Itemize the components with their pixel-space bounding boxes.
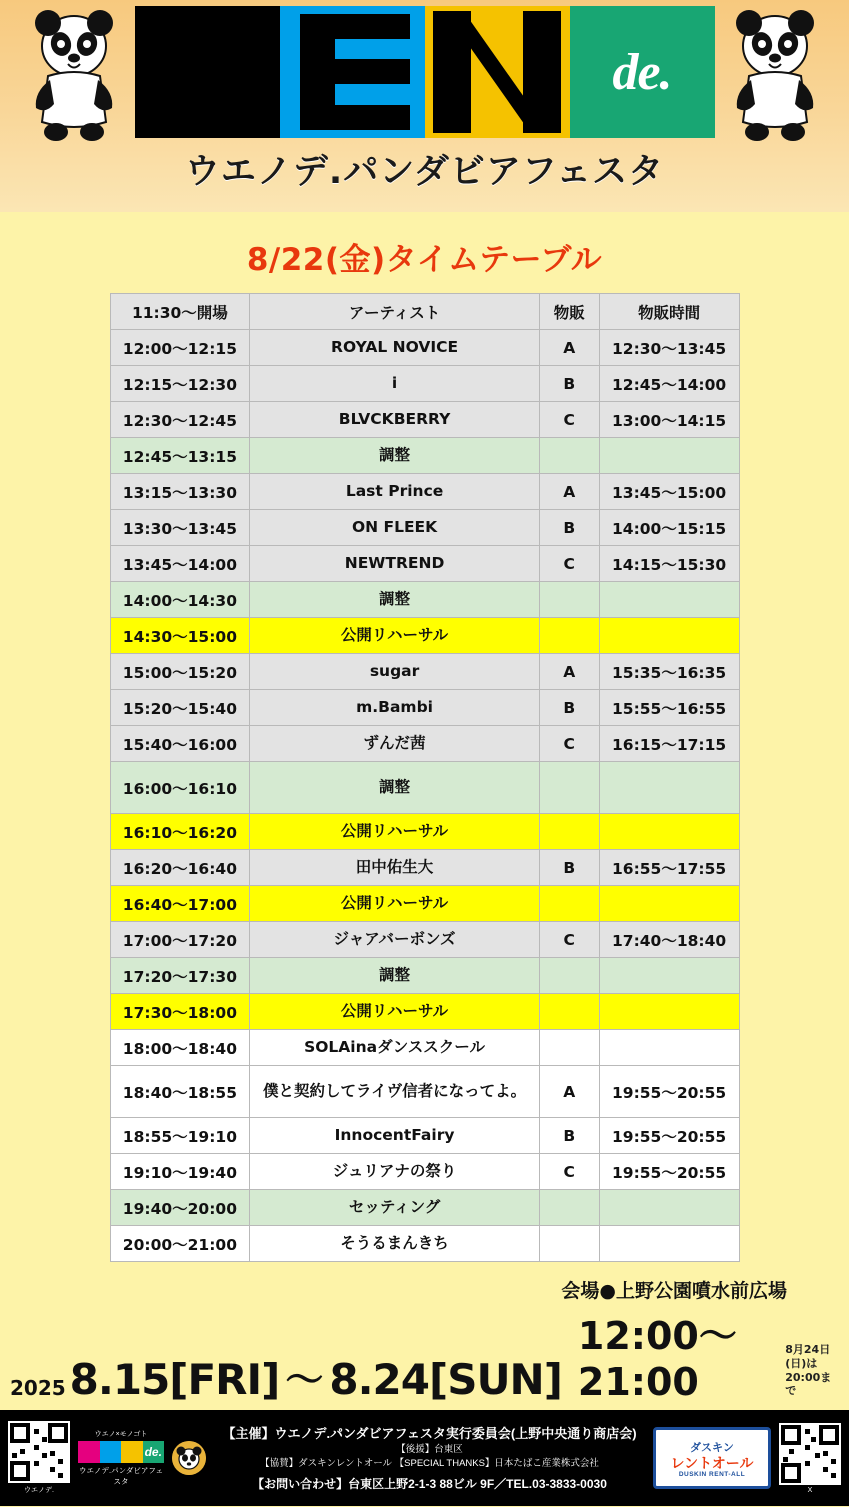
event-subtitle: ウエノデ.パンダビアフェスタ (184, 152, 665, 192)
cell-time: 12:15〜12:30 (110, 366, 250, 402)
panda-mascot-right-icon (715, 10, 835, 150)
table-row (110, 886, 739, 922)
footer-line-1: 【主催】ウエノデ.パンダビアフェスタ実行委員会(上野中央通り商店会) (222, 1425, 637, 1441)
cell-goods: C (539, 546, 599, 582)
date-hours: 12:00〜21:00 (577, 1314, 737, 1404)
cell-goods: C (539, 402, 599, 438)
cell-goods (539, 958, 599, 994)
sponsor-line-1: ダスキン (690, 1441, 734, 1454)
cell-goods (539, 618, 599, 654)
cell-artist: Last Prince (250, 474, 540, 510)
sponsor-line-2: レントオール (670, 1454, 754, 1471)
qr-right-caption: X (807, 1486, 813, 1494)
date-separator: 〜 (285, 1358, 324, 1402)
table-row (110, 510, 739, 546)
sponsor-line-3: DUSKIN RENT-ALL (678, 1470, 746, 1478)
cell-time: 16:10〜16:20 (110, 814, 250, 850)
cell-goods-time (599, 814, 739, 850)
date-note-line1: 8月24日(日)は (785, 1343, 831, 1370)
poster-footer (0, 1410, 849, 1506)
cell-time: 14:00〜14:30 (110, 582, 250, 618)
cell-goods: C (539, 922, 599, 958)
mini-logo-top-text: ウエノ×モノゴト (94, 1431, 148, 1438)
cell-goods-time (599, 762, 739, 814)
cell-time: 17:20〜17:30 (110, 958, 250, 994)
cell-artist: 公開リハーサル (250, 814, 540, 850)
footer-mini-logo (78, 1429, 164, 1487)
cell-goods (539, 1030, 599, 1066)
table-row (110, 618, 739, 654)
table-row (110, 330, 739, 366)
cell-goods (539, 1226, 599, 1262)
footer-line-4: 【お問い合わせ】台東区上野2-1-3 88ビル 9F／TEL.03-3833-0030 (252, 1476, 607, 1491)
qr-right-block[interactable] (779, 1423, 841, 1494)
footer-credits (214, 1424, 645, 1493)
cell-goods-time: 14:15〜15:30 (599, 546, 739, 582)
date-note (785, 1343, 839, 1404)
cell-artist: ROYAL NOVICE (250, 330, 540, 366)
table-row (110, 1118, 739, 1154)
cell-goods (539, 438, 599, 474)
cell-goods (539, 582, 599, 618)
header-time: 11:30〜開場 (110, 294, 250, 330)
cell-time: 14:30〜15:00 (110, 618, 250, 654)
cell-goods: B (539, 690, 599, 726)
cell-artist: SOLAinaダンススクール (250, 1030, 540, 1066)
cell-artist: セッティング (250, 1190, 540, 1226)
cell-goods: C (539, 1154, 599, 1190)
cell-goods: B (539, 366, 599, 402)
table-row (110, 1154, 739, 1190)
page-title: 8/22(金)タイムテーブル (246, 242, 603, 278)
table-row (110, 1190, 739, 1226)
cell-goods (539, 1190, 599, 1226)
cell-artist: ON FLEEK (250, 510, 540, 546)
table-row (110, 474, 739, 510)
logo-letter-de (570, 6, 715, 138)
table-header-row (110, 294, 739, 330)
qr-left-block[interactable] (8, 1421, 70, 1495)
cell-artist: 調整 (250, 762, 540, 814)
cell-goods-time (599, 618, 739, 654)
poster-header (0, 0, 849, 212)
qr-code-right-icon[interactable] (779, 1423, 841, 1485)
table-row (110, 546, 739, 582)
event-logo (135, 6, 715, 194)
cell-goods: B (539, 850, 599, 886)
footer-line-3: 【協賛】ダスキンレントオール 【SPECIAL THANKS】日本たばこ産業株式会社 (260, 1458, 599, 1470)
mini-logo-bottom-text: ウエノデ.パンダビアフェスタ (79, 1466, 163, 1486)
sponsor-duskin-logo (653, 1427, 771, 1489)
cell-goods-time: 16:15〜17:15 (599, 726, 739, 762)
cell-time: 13:45〜14:00 (110, 546, 250, 582)
timetable (110, 293, 740, 1262)
cell-goods-time: 19:55〜20:55 (599, 1118, 739, 1154)
cell-artist: 調整 (250, 582, 540, 618)
table-row (110, 402, 739, 438)
table-row (110, 958, 739, 994)
header-artist: アーティスト (250, 294, 540, 330)
table-row (110, 1066, 739, 1118)
qr-left-caption: ウエノデ. (24, 1487, 54, 1494)
table-row (110, 814, 739, 850)
cell-artist: 公開リハーサル (250, 886, 540, 922)
cell-goods-time (599, 438, 739, 474)
cell-goods: A (539, 654, 599, 690)
cell-artist: ジュリアナの祭り (250, 1154, 540, 1190)
venue-text: 会場●上野公園噴水前広場 (561, 1280, 787, 1302)
table-row (110, 1030, 739, 1066)
table-row (110, 994, 739, 1030)
cell-goods: A (539, 330, 599, 366)
cell-goods (539, 814, 599, 850)
cell-goods-time: 19:55〜20:55 (599, 1066, 739, 1118)
cell-artist: NEWTREND (250, 546, 540, 582)
cell-goods-time: 15:35〜16:35 (599, 654, 739, 690)
cell-artist: ずんだ茜 (250, 726, 540, 762)
cell-goods: A (539, 1066, 599, 1118)
cell-goods (539, 994, 599, 1030)
cell-artist: ジャアバーボンズ (250, 922, 540, 958)
cell-goods (539, 886, 599, 922)
cell-time: 15:40〜16:00 (110, 726, 250, 762)
cell-artist: sugar (250, 654, 540, 690)
cell-time: 12:30〜12:45 (110, 402, 250, 438)
cell-time: 12:45〜13:15 (110, 438, 250, 474)
cell-goods-time (599, 1030, 739, 1066)
date-start: 8.15[FRI] (69, 1355, 280, 1404)
cell-goods: B (539, 1118, 599, 1154)
cell-time: 17:30〜18:00 (110, 994, 250, 1030)
cell-goods: A (539, 474, 599, 510)
table-row (110, 654, 739, 690)
cell-artist: そうるまんきち (250, 1226, 540, 1262)
mini-logo-e (100, 1441, 122, 1463)
cell-artist: 田中佑生大 (250, 850, 540, 886)
date-end: 8.24[SUN] (329, 1355, 562, 1404)
table-row (110, 726, 739, 762)
cell-goods-time (599, 1226, 739, 1262)
mini-logo-n (121, 1441, 143, 1463)
cell-time: 18:40〜18:55 (110, 1066, 250, 1118)
cell-artist: 公開リハーサル (250, 618, 540, 654)
cell-time: 20:00〜21:00 (110, 1226, 250, 1262)
table-row (110, 1226, 739, 1262)
cell-time: 16:00〜16:10 (110, 762, 250, 814)
cell-artist: i (250, 366, 540, 402)
cell-goods: B (539, 510, 599, 546)
cell-time: 13:15〜13:30 (110, 474, 250, 510)
header-goods: 物販 (539, 294, 599, 330)
table-row (110, 438, 739, 474)
cell-time: 17:00〜17:20 (110, 922, 250, 958)
date-year: 2025 (10, 1376, 66, 1400)
table-row (110, 762, 739, 814)
cell-time: 19:40〜20:00 (110, 1190, 250, 1226)
table-row (110, 582, 739, 618)
cell-goods: C (539, 726, 599, 762)
logo-letter-e (280, 6, 425, 138)
cell-time: 16:20〜16:40 (110, 850, 250, 886)
cell-goods-time: 17:40〜18:40 (599, 922, 739, 958)
cell-goods-time: 13:00〜14:15 (599, 402, 739, 438)
cell-goods-time (599, 994, 739, 1030)
cell-time: 19:10〜19:40 (110, 1154, 250, 1190)
cell-time: 12:00〜12:15 (110, 330, 250, 366)
cell-goods-time: 12:45〜14:00 (599, 366, 739, 402)
cell-time: 16:40〜17:00 (110, 886, 250, 922)
cell-time: 15:00〜15:20 (110, 654, 250, 690)
table-row (110, 690, 739, 726)
cell-artist: BLVCKBERRY (250, 402, 540, 438)
cell-goods-time (599, 886, 739, 922)
mini-logo-u (78, 1441, 100, 1463)
cell-goods (539, 762, 599, 814)
logo-letter-u (135, 6, 280, 138)
cell-artist: m.Bambi (250, 690, 540, 726)
logo-letter-n (425, 6, 570, 138)
cell-goods-time (599, 958, 739, 994)
cell-artist: 公開リハーサル (250, 994, 540, 1030)
timetable-container (110, 293, 740, 1262)
cell-goods-time (599, 582, 739, 618)
cell-artist: 僕と契約してライヴ信者になってよ。 (250, 1066, 540, 1118)
cell-artist: InnocentFairy (250, 1118, 540, 1154)
panda-badge-icon (172, 1441, 206, 1475)
cell-goods-time: 14:00〜15:15 (599, 510, 739, 546)
table-row (110, 366, 739, 402)
cell-artist: 調整 (250, 958, 540, 994)
panda-mascot-left-icon (14, 10, 134, 150)
table-row (110, 922, 739, 958)
cell-goods-time: 15:55〜16:55 (599, 690, 739, 726)
cell-time: 13:30〜13:45 (110, 510, 250, 546)
cell-time: 18:00〜18:40 (110, 1030, 250, 1066)
date-band (0, 1305, 849, 1410)
cell-goods-time: 12:30〜13:45 (599, 330, 739, 366)
cell-time: 18:55〜19:10 (110, 1118, 250, 1154)
header-goods-time: 物販時間 (599, 294, 739, 330)
cell-goods-time: 16:55〜17:55 (599, 850, 739, 886)
cell-goods-time (599, 1190, 739, 1226)
cell-time: 15:20〜15:40 (110, 690, 250, 726)
table-row (110, 850, 739, 886)
cell-goods-time: 19:55〜20:55 (599, 1154, 739, 1190)
cell-artist: 調整 (250, 438, 540, 474)
date-note-line2: 20:00まで (785, 1370, 832, 1398)
qr-code-left-icon[interactable] (8, 1421, 70, 1483)
footer-line-2: 【後援】台東区 (396, 1444, 463, 1455)
logo-de-text: de. (612, 43, 672, 101)
mini-logo-de: de. (143, 1441, 165, 1463)
cell-goods-time: 13:45〜15:00 (599, 474, 739, 510)
